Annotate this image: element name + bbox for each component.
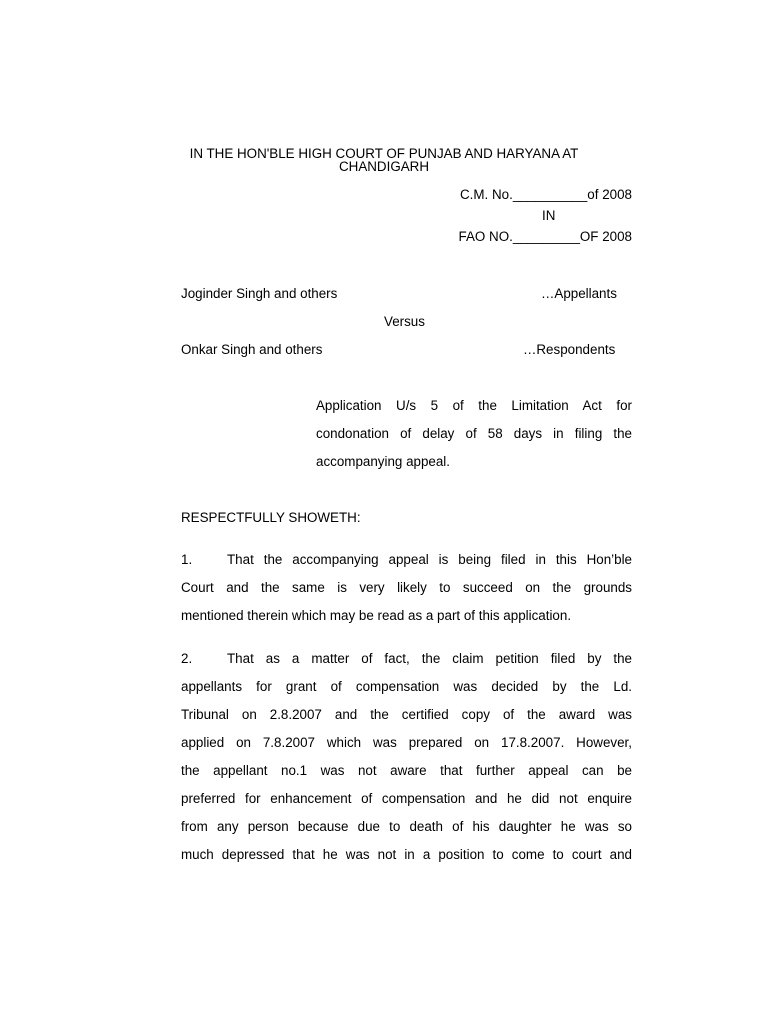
para2-line6: preferred for enhancement of compensation and he did not enquire (181, 791, 632, 806)
para1-line3: mentioned therein which may be read as a part of this application. (181, 608, 572, 623)
court-title-line1: IN THE HON'BLE HIGH COURT OF PUNJAB AND HARYANA AT (189, 146, 579, 161)
para1-line2: Court and the same is very likely to succeed on the grounds (181, 580, 632, 595)
para2-line2: appellants for grant of compensation was decided by the Ld. (181, 679, 632, 694)
in-label: IN (542, 208, 556, 223)
para1-line1: That the accompanying appeal is being filed in this Hon’ble (227, 552, 632, 567)
application-line1: Application U/s 5 of the Limitation Act for (316, 398, 632, 413)
para2-line1: That as a matter of fact, the claim petition filed by the (227, 651, 632, 666)
para2-line8: much depressed that he was not in a position to come to court and (181, 847, 632, 862)
versus-label: Versus (384, 314, 425, 329)
respectfully-showeth: RESPECTFULLY SHOWETH: (181, 510, 361, 525)
para1-number: 1. (181, 552, 193, 567)
para2-line5: the appellant no.1 was not aware that further appeal can be (181, 763, 632, 778)
fao-number: FAO NO._________OF 2008 (458, 229, 632, 244)
para2-number: 2. (181, 651, 193, 666)
cm-number: C.M. No.__________of 2008 (460, 187, 632, 202)
respondents-name: Onkar Singh and others (181, 342, 323, 357)
para2-line4: applied on 7.8.2007 which was prepared on 17.8.2007. However, (181, 735, 632, 750)
para2-line3: Tribunal on 2.8.2007 and the certified copy of the award was (181, 707, 632, 722)
court-title-line2: CHANDIGARH (338, 159, 430, 174)
application-line2: condonation of delay of 58 days in filing the (316, 426, 632, 441)
application-line3: accompanying appeal. (316, 454, 450, 469)
appellants-label: …Appellants (541, 286, 617, 301)
para2-line7: from any person because due to death of his daughter he was so (181, 819, 632, 834)
appellants-name: Joginder Singh and others (181, 286, 338, 301)
respondents-label: …Respondents (523, 342, 616, 357)
